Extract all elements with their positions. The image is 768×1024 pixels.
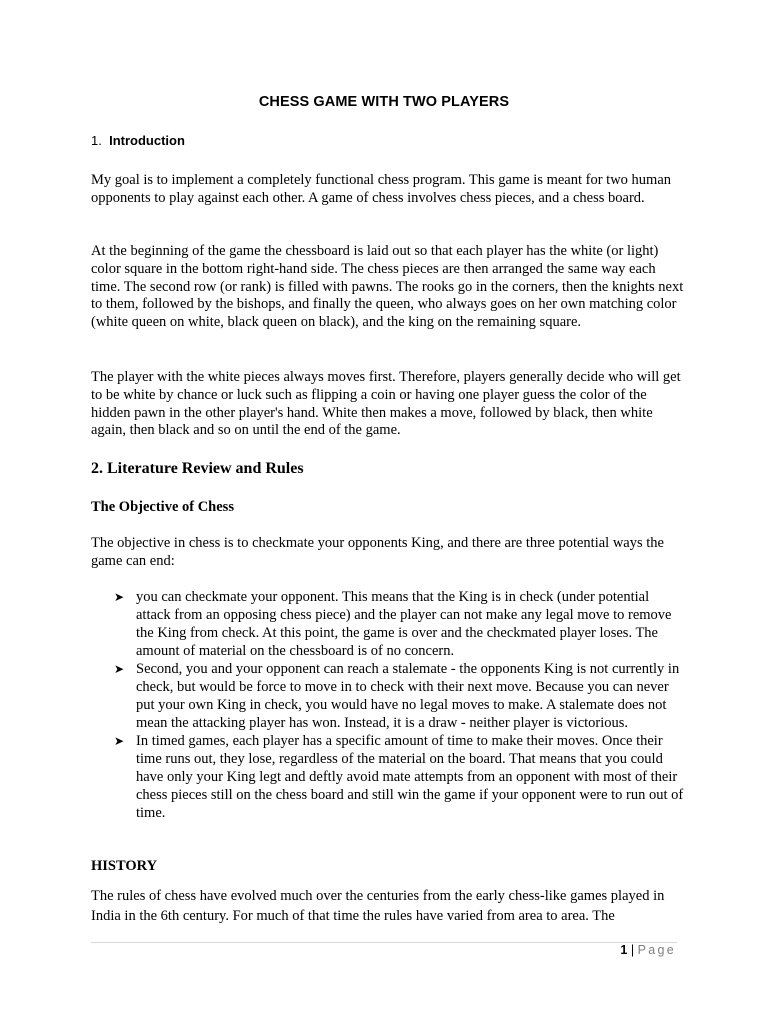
intro-paragraph-3: The player with the white pieces always moves first. Therefore, players generally decide who will get to be white by chance or luck such as flipping a coin or having one player guess the color of the hidden pawn in the other player's hand. White then makes a move, followed by black, then white again, then black and so on until the end of the game. [91, 369, 681, 439]
page-label: Page [637, 943, 676, 957]
section-2-heading: 2. Literature Review and Rules [91, 460, 304, 477]
document-title: CHESS GAME WITH TWO PLAYERS [258, 94, 510, 110]
intro-heading-text: Introduction [109, 133, 185, 148]
footer-divider [91, 942, 677, 943]
page-number: 1 [620, 943, 628, 957]
list-item [91, 732, 687, 822]
list-item-text: you can checkmate your opponent. This means that the King is in check (under potential attack from an opposing chess piece) and the player can not make any legal move to remove the King from check. At this point, the game is over and the checkmated player loses. The amount of material on the chessboard is of no concern. [136, 589, 672, 659]
intro-paragraph-1: My goal is to implement a completely functional chess program. This game is meant for two human opponents to play against each other. A game of chess involves chess pieces, and a chess board. [91, 172, 672, 206]
page-separator: | [630, 943, 635, 957]
intro-paragraph-2: At the beginning of the game the chessboard is laid out so that each player has the white (or light) color square in the bottom right-hand side. The chess pieces are then arranged the same way each time. The second row (or rank) is filled with pawns. The rooks go in the corners, then the knights next to them, followed by the bishops, and finally the queen, who always goes on her own matching color (white queen on white, black queen on black), and the king on the remaining square. [91, 243, 684, 331]
arrow-bullet-icon: ➤ [114, 590, 125, 604]
objective-paragraph: The objective in chess is to checkmate your opponents King, and there are three potential ways the game can end: [91, 535, 664, 569]
history-paragraph: The rules of chess have evolved much over the centuries from the early chess-like games played in India in the 6th century. For much of that time the rules have varied from area to area. The [91, 888, 665, 924]
list-item-text: In timed games, each player has a specific amount of time to make their moves. Once their time runs out, they lose, regardless of the material on the board. That means that you could have only your King legt and deftly avoid mate attempts from an opponent with most of their chess pieces still on the chess board and still win the game if your opponent were to run out of time. [136, 733, 684, 821]
objective-heading: The Objective of Chess [91, 499, 234, 515]
intro-heading-number: 1. [91, 133, 102, 148]
game-end-list [91, 588, 687, 822]
list-item [91, 660, 687, 732]
page-footer [620, 943, 676, 957]
arrow-bullet-icon: ➤ [114, 662, 125, 676]
history-heading: HISTORY [91, 858, 158, 874]
list-item [91, 588, 687, 660]
arrow-bullet-icon: ➤ [114, 734, 125, 748]
intro-heading [91, 133, 185, 148]
list-item-text: Second, you and your opponent can reach a stalemate - the opponents King is not currently in check, but would be force to move in to check with their next move. Because you can never put your own King in check, you would have no legal moves to make. A stalemate does not mean the attacking player has won. Instead, it is a draw - neither player is victorious. [136, 661, 680, 731]
